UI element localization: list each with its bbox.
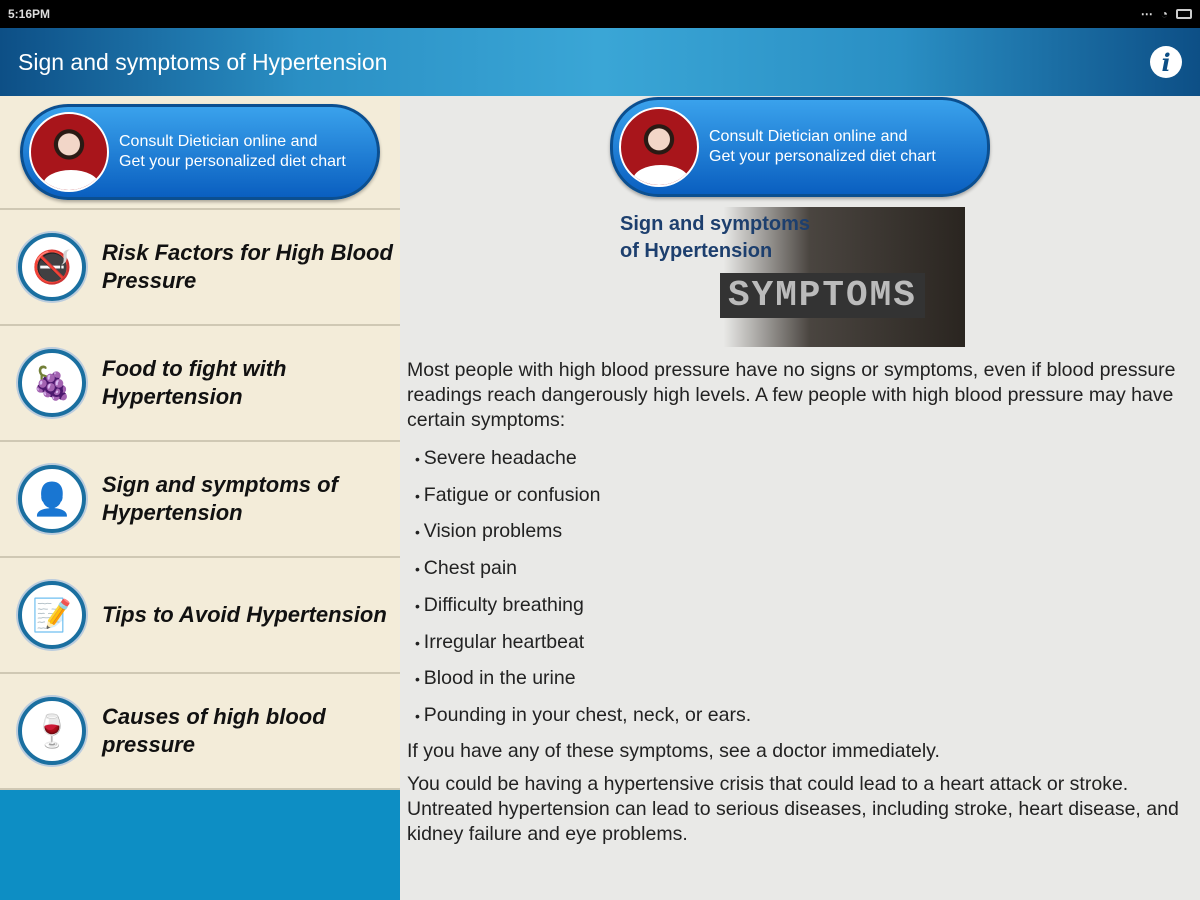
sidebar-item-food[interactable] — [0, 326, 400, 442]
consult-line1: Consult Dietician online and — [119, 133, 318, 150]
info-icon[interactable]: i — [1150, 46, 1182, 78]
item-label: Pressure — [102, 268, 197, 293]
consult-line2: Get your personalized diet chart — [709, 148, 936, 165]
list-item: • Irregular heartbeat — [415, 625, 1197, 662]
item-label: Food to fight with — [102, 356, 287, 381]
item-label: Sign and symptoms of — [102, 472, 338, 497]
hero-caption: Sign and symptoms — [620, 213, 811, 235]
consult-dietician-banner[interactable] — [610, 97, 990, 197]
status-bar — [0, 0, 1200, 28]
list-item: • Pounding in your chest, neck, or ears. — [415, 698, 1197, 735]
consult-dietician-button[interactable] — [20, 104, 380, 200]
consult-line2: Get your personalized diet chart — [119, 153, 346, 170]
wine-bottle-icon: 🍷 — [18, 697, 86, 765]
list-item: • Blood in the urine — [415, 661, 1197, 698]
item-label: Risk Factors for High Blood — [102, 240, 393, 265]
content-panel — [400, 96, 1200, 900]
signal-icon: ⋯ — [1140, 7, 1153, 21]
item-label: Causes of high blood — [102, 704, 326, 729]
sidebar-item-causes[interactable] — [0, 674, 400, 790]
no-smoking-icon: 🚭 — [18, 233, 86, 301]
intro-text: Most people with high blood pressure have no signs or symptoms, even if blood pressure readings reach dangerously high levels. A few people with high blood pressure may have certain symptoms: — [407, 359, 1176, 431]
item-label: Hypertension — [102, 500, 243, 525]
sidebar-item-risk-factors[interactable] — [0, 210, 400, 326]
list-item: • Difficulty breathing — [415, 588, 1197, 625]
list-item: • Chest pain — [415, 551, 1197, 588]
status-time: 5:16PM — [8, 7, 51, 21]
item-label: pressure — [102, 732, 195, 757]
item-label: Hypertension — [102, 384, 243, 409]
item-label: Tips to Avoid Hypertension — [102, 602, 387, 627]
dietician-avatar — [29, 112, 109, 192]
notepad-icon: 📝 — [18, 581, 86, 649]
sidebar-item-symptoms[interactable] — [0, 442, 400, 558]
food-icon: 🍇 — [18, 349, 86, 417]
page-title: Sign and symptoms of Hypertension — [18, 48, 388, 75]
symptom-list — [415, 441, 1197, 735]
advice-text: If you have any of these symptoms, see a doctor immediately. — [407, 739, 940, 762]
consult-line1: Consult Dietician online and — [709, 128, 908, 145]
app-bar — [0, 28, 1200, 96]
list-item: • Severe headache — [415, 441, 1197, 478]
headache-person-icon: 👤 — [18, 465, 86, 533]
list-item: • Fatigue or confusion — [415, 478, 1197, 515]
wifi-icon: ◔ — [1160, 7, 1168, 21]
battery-icon — [1176, 9, 1192, 19]
closing-text: You could be having a hypertensive crisis that could lead to a heart attack or stroke. Untreated hypertension can lead to serious diseases, including stroke, heart disease, and kidney failure and eye problems. — [407, 772, 1179, 845]
sidebar-item-tips[interactable] — [0, 558, 400, 674]
hero-word: SYMPTOMS — [720, 273, 925, 318]
hero-caption: of Hypertension — [620, 240, 773, 262]
list-item: • Vision problems — [415, 514, 1197, 551]
article-body — [407, 358, 1197, 855]
symptoms-hero-image — [620, 207, 965, 347]
dietician-avatar — [619, 107, 699, 187]
sidebar — [0, 96, 400, 900]
